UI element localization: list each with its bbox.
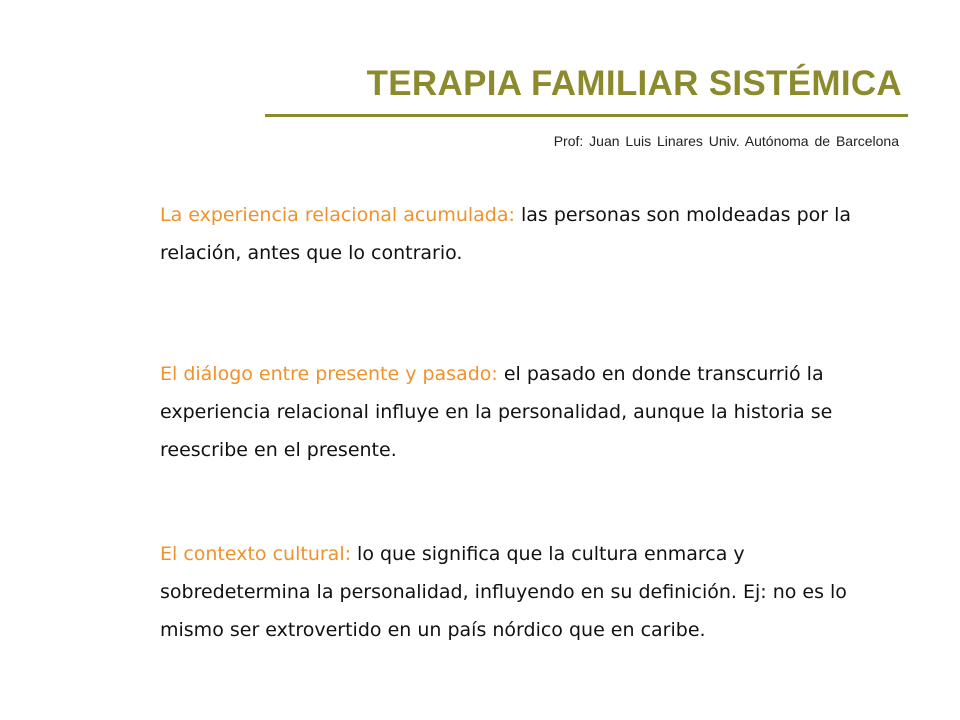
title-underline (265, 114, 908, 117)
point-text: lo que significa que la cultura enmarca y sobredetermina la personalidad, influyendo en su definición. Ej: no es lo mismo ser extrovertido en un país nórdico que en caribe. (160, 543, 847, 641)
point-accumulated-experience (160, 196, 860, 272)
point-cultural-context (160, 535, 860, 649)
slide-subtitle: Prof: Juan Luis Linares Univ. Autónoma de Barcelona (553, 133, 899, 149)
point-lead: La experiencia relacional acumulada: (160, 204, 515, 226)
point-text: las personas son moldeadas por la relación, antes que lo contrario. (160, 204, 852, 264)
point-lead: El contexto cultural: (160, 543, 351, 565)
slide-title: TERAPIA FAMILIAR SISTÉMICA (366, 64, 902, 103)
point-text: el pasado en donde transcurrió la experiencia relacional influye en la personalidad, aunque la historia se reescribe en el presente. (160, 363, 833, 461)
point-present-past-dialogue (160, 355, 860, 469)
point-lead: El diálogo entre presente y pasado: (160, 363, 498, 385)
